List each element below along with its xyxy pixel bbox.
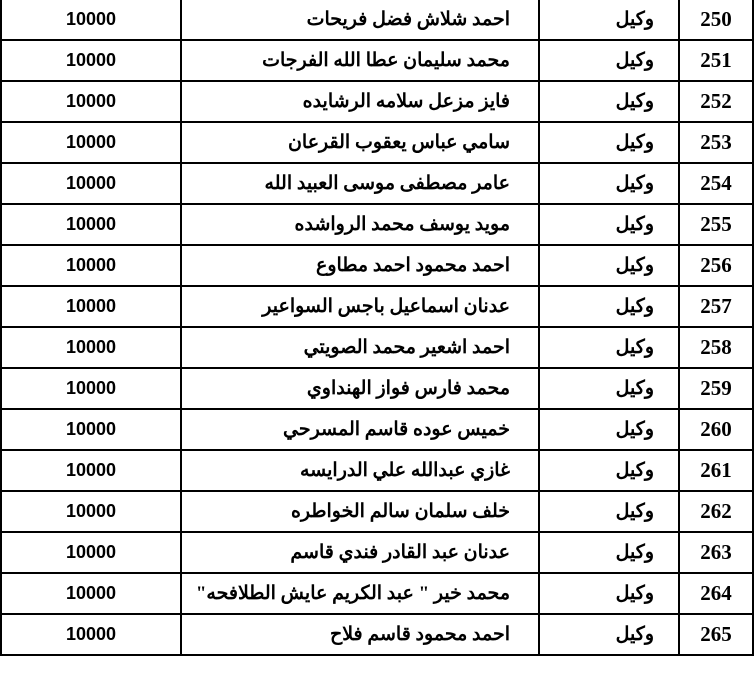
role-cell: وكيل bbox=[539, 327, 679, 368]
role-cell: وكيل bbox=[539, 368, 679, 409]
amount-cell: 10000 bbox=[1, 614, 181, 655]
amount-cell: 10000 bbox=[1, 122, 181, 163]
role-cell: وكيل bbox=[539, 532, 679, 573]
table-row bbox=[1, 245, 753, 286]
role-cell: وكيل bbox=[539, 81, 679, 122]
amount-cell: 10000 bbox=[1, 532, 181, 573]
number-cell: 256 bbox=[679, 245, 753, 286]
name-cell: عدنان عبد القادر فندي قاسم bbox=[181, 532, 539, 573]
table-row bbox=[1, 81, 753, 122]
number-cell: 257 bbox=[679, 286, 753, 327]
role-cell: وكيل bbox=[539, 122, 679, 163]
number-cell: 253 bbox=[679, 122, 753, 163]
amount-cell: 10000 bbox=[1, 286, 181, 327]
role-cell: وكيل bbox=[539, 573, 679, 614]
number-cell: 250 bbox=[679, 0, 753, 40]
role-cell: وكيل bbox=[539, 614, 679, 655]
table-row bbox=[1, 122, 753, 163]
number-cell: 255 bbox=[679, 204, 753, 245]
name-cell: سامي عباس يعقوب القرعان bbox=[181, 122, 539, 163]
number-cell: 262 bbox=[679, 491, 753, 532]
table-row bbox=[1, 532, 753, 573]
amount-cell: 10000 bbox=[1, 40, 181, 81]
table-row bbox=[1, 327, 753, 368]
name-cell: احمد محمود احمد مطاوع bbox=[181, 245, 539, 286]
role-cell: وكيل bbox=[539, 163, 679, 204]
amount-cell: 10000 bbox=[1, 0, 181, 40]
table-row bbox=[1, 286, 753, 327]
name-cell: عدنان اسماعيل باجس السواعير bbox=[181, 286, 539, 327]
amount-cell: 10000 bbox=[1, 245, 181, 286]
number-cell: 259 bbox=[679, 368, 753, 409]
role-cell: وكيل bbox=[539, 204, 679, 245]
amount-cell: 10000 bbox=[1, 573, 181, 614]
role-cell: وكيل bbox=[539, 40, 679, 81]
table-row bbox=[1, 491, 753, 532]
name-cell: غازي عبدالله علي الدرايسه bbox=[181, 450, 539, 491]
role-cell: وكيل bbox=[539, 491, 679, 532]
amount-cell: 10000 bbox=[1, 409, 181, 450]
records-table-body bbox=[1, 0, 753, 655]
number-cell: 254 bbox=[679, 163, 753, 204]
table-row bbox=[1, 163, 753, 204]
number-cell: 260 bbox=[679, 409, 753, 450]
number-cell: 261 bbox=[679, 450, 753, 491]
name-cell: فايز مزعل سلامه الرشايده bbox=[181, 81, 539, 122]
role-cell: وكيل bbox=[539, 245, 679, 286]
table-row bbox=[1, 573, 753, 614]
table-row bbox=[1, 40, 753, 81]
amount-cell: 10000 bbox=[1, 163, 181, 204]
number-cell: 251 bbox=[679, 40, 753, 81]
amount-cell: 10000 bbox=[1, 450, 181, 491]
amount-cell: 10000 bbox=[1, 368, 181, 409]
number-cell: 258 bbox=[679, 327, 753, 368]
name-cell: احمد شلاش فضل فريحات bbox=[181, 0, 539, 40]
role-cell: وكيل bbox=[539, 409, 679, 450]
name-cell: احمد اشعير محمد الصويتي bbox=[181, 327, 539, 368]
number-cell: 252 bbox=[679, 81, 753, 122]
number-cell: 264 bbox=[679, 573, 753, 614]
role-cell: وكيل bbox=[539, 286, 679, 327]
amount-cell: 10000 bbox=[1, 204, 181, 245]
name-cell: احمد محمود قاسم فلاح bbox=[181, 614, 539, 655]
table-row bbox=[1, 204, 753, 245]
role-cell: وكيل bbox=[539, 450, 679, 491]
number-cell: 265 bbox=[679, 614, 753, 655]
name-cell: محمد فارس فواز الهنداوي bbox=[181, 368, 539, 409]
number-cell: 263 bbox=[679, 532, 753, 573]
table-row bbox=[1, 409, 753, 450]
table-row bbox=[1, 450, 753, 491]
name-cell: عامر مصطفى موسى العبيد الله bbox=[181, 163, 539, 204]
amount-cell: 10000 bbox=[1, 81, 181, 122]
amount-cell: 10000 bbox=[1, 327, 181, 368]
role-cell: وكيل bbox=[539, 0, 679, 40]
table-row bbox=[1, 614, 753, 655]
table-row bbox=[1, 0, 753, 40]
amount-cell: 10000 bbox=[1, 491, 181, 532]
name-cell: محمد سليمان عطا الله الفرجات bbox=[181, 40, 539, 81]
name-cell: خميس عوده قاسم المسرحي bbox=[181, 409, 539, 450]
name-cell: مويد يوسف محمد الرواشده bbox=[181, 204, 539, 245]
name-cell: محمد خير " عبد الكريم عايش الطلافحه" bbox=[181, 573, 539, 614]
table-row bbox=[1, 368, 753, 409]
name-cell: خلف سلمان سالم الخواطره bbox=[181, 491, 539, 532]
